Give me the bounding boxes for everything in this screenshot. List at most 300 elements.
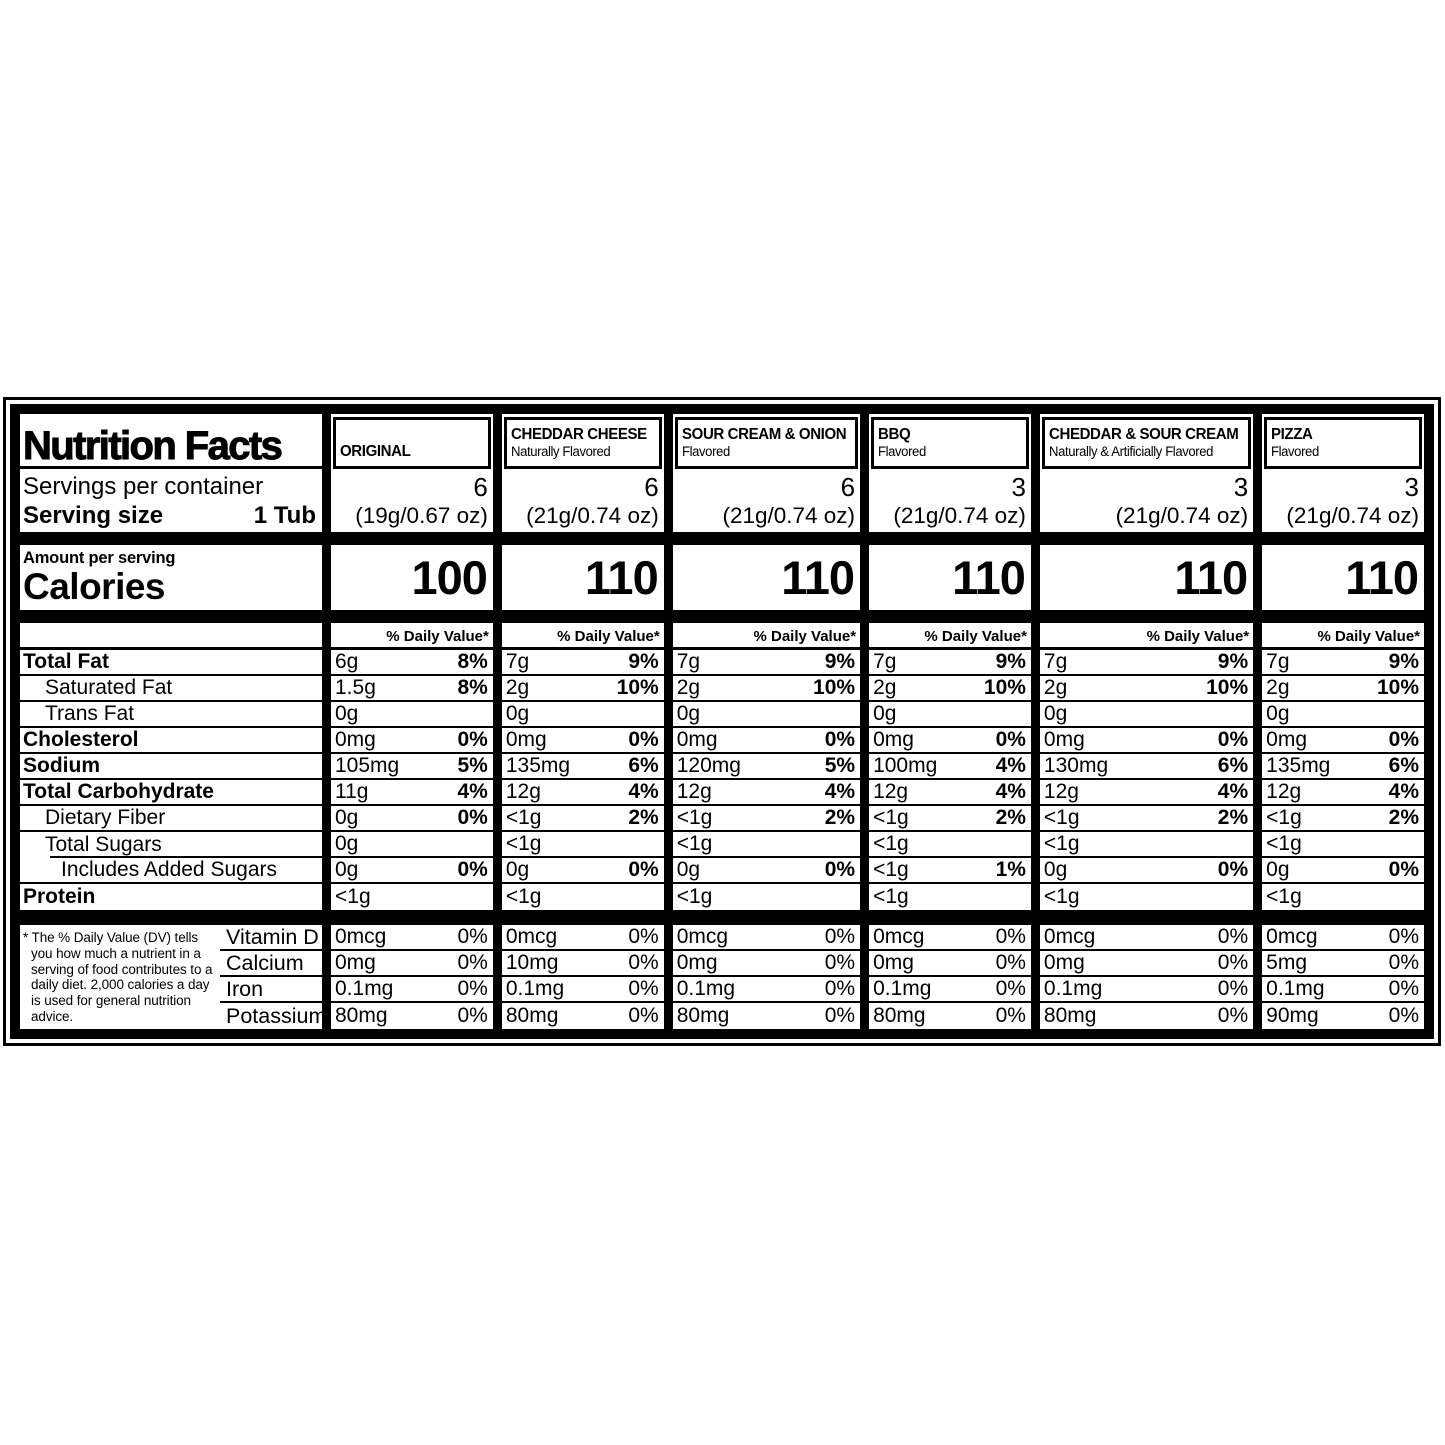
nutrient-label: Total Carbohydrate bbox=[23, 780, 214, 803]
nutrient-value-row bbox=[331, 884, 493, 910]
nutrient-value-row bbox=[673, 650, 860, 676]
vitamin-value-row bbox=[869, 1003, 1031, 1029]
flavor-header-box bbox=[675, 417, 858, 469]
nutrient-amount: <1g bbox=[676, 832, 713, 855]
nutrient-dv: 8% bbox=[457, 650, 488, 673]
vitamin-dv: 0% bbox=[1217, 1004, 1249, 1027]
nutrient-value-row bbox=[1040, 780, 1253, 806]
vitamin-amount: 90mg bbox=[1266, 1004, 1319, 1027]
nutrient-dv: 0% bbox=[1388, 728, 1420, 751]
flavor-subtitle: Naturally Flavored bbox=[510, 443, 611, 459]
nutrient-value-row bbox=[502, 754, 664, 780]
nutrient-amount: 2g bbox=[1266, 676, 1290, 699]
nutrient-amount: 7g bbox=[873, 650, 897, 673]
vitamin-dv: 0% bbox=[457, 977, 488, 1000]
nutrient-dv: 2% bbox=[1388, 806, 1420, 829]
vitamin-value-row bbox=[673, 1003, 860, 1029]
nutrient-value-row bbox=[869, 858, 1031, 884]
nutrient-dv: 0% bbox=[457, 728, 488, 751]
nutrient-dv: 0% bbox=[1388, 858, 1420, 881]
nutrient-amount: 0mg bbox=[1043, 728, 1085, 751]
nutrient-amount: 0g bbox=[1043, 858, 1068, 881]
vitamin-amount: 80mg bbox=[1043, 1004, 1097, 1027]
flavor-subtitle: Flavored bbox=[878, 443, 926, 459]
flavor-subtitle: Flavored bbox=[1271, 443, 1320, 459]
nutrient-amount: 7g bbox=[676, 650, 701, 673]
vitamin-dv: 0% bbox=[1217, 925, 1249, 948]
nutrition-facts-table bbox=[10, 404, 1434, 1039]
daily-value-header: % Daily Value* bbox=[673, 623, 860, 650]
daily-value-spacer bbox=[20, 623, 322, 650]
nutrient-value-row bbox=[331, 702, 493, 728]
nutrient-amount: 0mg bbox=[1266, 728, 1308, 751]
vitamin-value-row bbox=[673, 951, 860, 977]
nutrient-amount: <1g bbox=[1266, 806, 1302, 829]
nutrient-value-row bbox=[1040, 832, 1253, 858]
nutrient-amount: 2g bbox=[1043, 676, 1068, 699]
nutrient-dv: 10% bbox=[983, 676, 1026, 699]
nutrient-value-row bbox=[502, 780, 664, 806]
nutrient-value-row bbox=[869, 650, 1031, 676]
vitamin-values-cell bbox=[1040, 925, 1253, 1029]
nutrient-value-row bbox=[1262, 806, 1424, 832]
nutrient-amount: 7g bbox=[1266, 650, 1290, 673]
nutrient-value-row bbox=[331, 650, 493, 676]
section-divider-bar bbox=[502, 532, 664, 545]
vitamin-value-row bbox=[502, 977, 664, 1003]
nutrient-value-row bbox=[502, 806, 664, 832]
nutrient-dv: 4% bbox=[995, 780, 1026, 803]
servings-count: 3 bbox=[1404, 472, 1420, 502]
nutrient-value-row bbox=[1262, 676, 1424, 702]
flavor-header-cell bbox=[869, 414, 1031, 469]
nutrient-dv: 10% bbox=[1376, 676, 1420, 699]
nutrient-value-row bbox=[331, 806, 493, 832]
nutrient-amount: <1g bbox=[873, 885, 909, 908]
flavor-name: CHEDDAR & SOUR CREAM bbox=[1048, 425, 1239, 443]
nutrient-value-row bbox=[1040, 884, 1253, 910]
serving-size-line bbox=[23, 501, 316, 530]
nutrient-amount: 0mg bbox=[505, 728, 547, 751]
vitamin-value-row bbox=[502, 1003, 664, 1029]
section-divider-bar bbox=[331, 532, 493, 545]
daily-value-header: % Daily Value* bbox=[869, 623, 1031, 650]
nutrient-amount: 12g bbox=[505, 780, 541, 803]
vitamin-value-row bbox=[1262, 1003, 1424, 1029]
vitamin-amount: 80mg bbox=[335, 1004, 388, 1027]
nutrient-amount: 0mg bbox=[676, 728, 718, 751]
nutrient-amount: 120mg bbox=[676, 754, 741, 777]
vitamin-value-row bbox=[1040, 951, 1253, 977]
nutrient-value-row bbox=[673, 728, 860, 754]
nutrient-dv: 4% bbox=[628, 780, 659, 803]
vitamin-amount: 0mcg bbox=[873, 925, 925, 948]
nutrient-amount: 6g bbox=[335, 650, 359, 673]
nutrient-dv: 4% bbox=[457, 780, 488, 803]
section-divider-bar bbox=[20, 910, 322, 925]
nutrient-label-row bbox=[20, 806, 322, 832]
vitamin-dv: 0% bbox=[824, 977, 856, 1000]
vitamin-dv: 0% bbox=[1388, 925, 1420, 948]
serving-size-label: Serving size bbox=[23, 502, 164, 529]
calories-value: 110 bbox=[1174, 551, 1248, 604]
vitamin-dv: 0% bbox=[628, 1004, 659, 1027]
nutrient-value-row bbox=[673, 832, 860, 858]
nutrient-value-row bbox=[502, 858, 664, 884]
flavor-header-box bbox=[333, 417, 491, 469]
nutrient-value-row bbox=[1262, 702, 1424, 728]
nutrient-label: Dietary Fiber bbox=[45, 806, 166, 829]
vitamin-value-row bbox=[331, 977, 493, 1003]
nutrient-amount: <1g bbox=[676, 806, 713, 829]
section-divider-bar bbox=[20, 610, 322, 623]
nutrient-dv: 2% bbox=[1217, 806, 1249, 829]
nutrient-value-row bbox=[1262, 884, 1424, 910]
flavor-name: BBQ bbox=[878, 425, 911, 443]
nutrient-dv: 0% bbox=[995, 728, 1026, 751]
vitamin-amount: 0.1mg bbox=[1043, 977, 1103, 1000]
nutrient-dv: 0% bbox=[1217, 728, 1249, 751]
calories-value-cell bbox=[1040, 545, 1253, 610]
section-divider-bar bbox=[1040, 910, 1253, 925]
calories-value: 110 bbox=[584, 551, 658, 604]
nutrient-dv: 10% bbox=[616, 676, 659, 699]
vitamin-amount: 80mg bbox=[873, 1004, 926, 1027]
section-divider-bar bbox=[331, 910, 493, 925]
nutrient-amount: 12g bbox=[1043, 780, 1079, 803]
nutrient-amount: 0g bbox=[335, 806, 359, 829]
nutrient-amount: <1g bbox=[873, 858, 909, 881]
flavor-subtitle: Naturally & Artificially Flavored bbox=[1048, 443, 1213, 459]
flavor-subtitle: Flavored bbox=[681, 443, 730, 459]
section-divider-bar bbox=[1040, 610, 1253, 623]
nutrient-value-row bbox=[673, 702, 860, 728]
nutrient-amount: 0g bbox=[676, 702, 701, 725]
nutrient-amount: 0g bbox=[335, 858, 359, 881]
nutrient-dv: 9% bbox=[824, 650, 856, 673]
nutrient-dv: 6% bbox=[628, 754, 659, 777]
vitamin-amount: 0mcg bbox=[335, 925, 387, 948]
nutrient-amount: <1g bbox=[1266, 832, 1302, 855]
nutrient-value-row bbox=[1040, 754, 1253, 780]
page-title: Nutrition Facts bbox=[23, 424, 282, 468]
vitamin-amount: 10mg bbox=[505, 951, 559, 974]
nutrient-dv: 9% bbox=[1388, 650, 1420, 673]
vitamin-label-row: Calcium bbox=[220, 951, 322, 977]
nutrient-amount: 12g bbox=[1266, 780, 1302, 803]
flavor-header-box bbox=[871, 417, 1029, 469]
flavor-header-cell bbox=[673, 414, 860, 469]
calories-value: 100 bbox=[411, 551, 487, 604]
nutrient-value-row bbox=[502, 702, 664, 728]
nutrient-amount: 0g bbox=[505, 702, 530, 725]
nutrient-amount: <1g bbox=[873, 832, 909, 855]
vitamin-value-row bbox=[331, 1003, 493, 1029]
nutrient-amount: 0g bbox=[1266, 858, 1290, 881]
nutrient-amount: 12g bbox=[873, 780, 909, 803]
nutrient-amount: 7g bbox=[1043, 650, 1068, 673]
vitamin-value-row bbox=[1262, 977, 1424, 1003]
nutrient-label-row bbox=[20, 754, 322, 780]
calories-value: 110 bbox=[781, 551, 855, 604]
nutrient-value-row bbox=[502, 832, 664, 858]
section-divider-bar bbox=[1262, 910, 1424, 925]
nutrient-amount: <1g bbox=[1043, 832, 1080, 855]
nutrient-amount: <1g bbox=[335, 885, 371, 908]
section-divider-bar bbox=[673, 532, 860, 545]
nutrient-value-row bbox=[502, 728, 664, 754]
nutrient-value-row bbox=[331, 832, 493, 858]
label-outer-frame bbox=[3, 397, 1441, 1046]
vitamin-values-cell bbox=[502, 925, 664, 1029]
nutrient-amount: 2g bbox=[676, 676, 701, 699]
section-divider-bar bbox=[502, 610, 664, 623]
nutrient-label: Cholesterol bbox=[23, 728, 139, 751]
flavor-header-cell bbox=[1040, 414, 1253, 469]
nutrient-value-row bbox=[331, 754, 493, 780]
nutrient-label-row bbox=[20, 650, 322, 676]
nutrient-value-row bbox=[331, 780, 493, 806]
nutrient-dv: 6% bbox=[1388, 754, 1420, 777]
nutrient-dv: 0% bbox=[457, 806, 488, 829]
nutrient-amount: 0g bbox=[1043, 702, 1068, 725]
nutrient-value-row bbox=[502, 884, 664, 910]
nutrient-label-row bbox=[20, 884, 322, 910]
nutrient-dv: 2% bbox=[824, 806, 856, 829]
vitamin-value-row bbox=[869, 951, 1031, 977]
vitamin-dv: 0% bbox=[1388, 1004, 1420, 1027]
vitamin-labels bbox=[220, 924, 327, 1029]
section-divider-bar bbox=[869, 910, 1031, 925]
vitamin-value-row bbox=[673, 925, 860, 951]
nutrient-amount: <1g bbox=[676, 885, 713, 908]
nutrient-dv: 8% bbox=[457, 676, 488, 699]
flavor-name: ORIGINAL bbox=[340, 443, 411, 460]
flavor-header-box bbox=[1042, 417, 1251, 469]
vitamin-dv: 0% bbox=[1388, 977, 1420, 1000]
nutrient-label: Protein bbox=[23, 885, 96, 908]
vitamin-value-row bbox=[673, 977, 860, 1003]
serving-values-cell bbox=[502, 469, 664, 532]
nutrient-value-row bbox=[673, 780, 860, 806]
section-divider-bar bbox=[1262, 532, 1424, 545]
vitamin-amount: 0mg bbox=[676, 951, 718, 974]
vitamin-value-row bbox=[1040, 977, 1253, 1003]
nutrient-value-row bbox=[673, 858, 860, 884]
serving-weight: (21g/0.74 oz) bbox=[1286, 503, 1420, 528]
vitamin-values-cell bbox=[869, 925, 1031, 1029]
nutrient-value-row bbox=[1040, 858, 1253, 884]
nutrient-label: Total Sugars bbox=[45, 833, 162, 856]
nutrient-value-row bbox=[1040, 806, 1253, 832]
section-divider-bar bbox=[1262, 610, 1424, 623]
vitamin-dv: 0% bbox=[995, 925, 1026, 948]
vitamin-dv: 0% bbox=[628, 951, 659, 974]
nutrient-value-row bbox=[1262, 754, 1424, 780]
calories-value: 110 bbox=[1345, 551, 1419, 604]
nutrient-value-row bbox=[1040, 728, 1253, 754]
vitamin-amount: 5mg bbox=[1266, 951, 1308, 974]
vitamin-amount: 0.1mg bbox=[676, 977, 736, 1000]
nutrient-amount: 2g bbox=[873, 676, 897, 699]
vitamin-amount: 0mcg bbox=[505, 925, 558, 948]
nutrient-dv: 6% bbox=[1217, 754, 1249, 777]
nutrient-dv: 4% bbox=[995, 754, 1026, 777]
nutrient-value-row bbox=[1262, 858, 1424, 884]
vitamin-dv: 0% bbox=[995, 951, 1026, 974]
nutrient-value-row bbox=[869, 780, 1031, 806]
nutrient-value-row bbox=[869, 754, 1031, 780]
vitamin-amount: 0.1mg bbox=[1266, 977, 1325, 1000]
nutrient-amount: <1g bbox=[505, 832, 542, 855]
vitamin-dv: 0% bbox=[628, 925, 659, 948]
nutrient-amount: 100mg bbox=[873, 754, 938, 777]
nutrient-amount: 0mg bbox=[335, 728, 376, 751]
nutrient-value-row bbox=[673, 676, 860, 702]
nutrient-amount: <1g bbox=[1043, 885, 1080, 908]
vitamin-dv: 0% bbox=[1388, 951, 1420, 974]
nutrient-label-row bbox=[20, 832, 322, 858]
nutrient-amount: 0g bbox=[505, 858, 530, 881]
vitamin-amount: 0mg bbox=[335, 951, 376, 974]
serving-values-cell bbox=[1262, 469, 1424, 532]
vitamin-amount: 0mcg bbox=[1266, 925, 1318, 948]
vitamin-dv: 0% bbox=[628, 977, 659, 1000]
calories-value-cell bbox=[331, 545, 493, 610]
nutrient-dv: 9% bbox=[995, 650, 1026, 673]
serving-weight: (21g/0.74 oz) bbox=[526, 503, 659, 528]
nutrient-value-row bbox=[673, 754, 860, 780]
section-divider-bar bbox=[673, 610, 860, 623]
calories-value: 110 bbox=[952, 551, 1025, 604]
nutrient-amount: <1g bbox=[1266, 885, 1302, 908]
vitamin-label-row: Potassium bbox=[226, 1003, 327, 1028]
vitamin-value-row bbox=[869, 977, 1031, 1003]
nutrient-value-row bbox=[869, 702, 1031, 728]
amount-per-serving-label: Amount per serving bbox=[23, 549, 176, 567]
vitamin-value-row bbox=[331, 925, 493, 951]
section-divider-bar bbox=[673, 910, 860, 925]
flavor-header-cell bbox=[502, 414, 664, 469]
vitamin-dv: 0% bbox=[457, 925, 488, 948]
nutrient-amount: 135mg bbox=[505, 754, 571, 777]
calories-value-cell bbox=[673, 545, 860, 610]
servings-count: 6 bbox=[644, 472, 659, 502]
serving-info-cell bbox=[20, 469, 322, 532]
section-divider-bar bbox=[20, 532, 322, 545]
vitamin-amount: 80mg bbox=[676, 1004, 730, 1027]
flavor-column bbox=[493, 414, 664, 1029]
title-cell bbox=[20, 414, 322, 469]
nutrient-amount: 135mg bbox=[1266, 754, 1331, 777]
nutrient-dv: 0% bbox=[457, 858, 488, 881]
nutrient-label-row bbox=[20, 702, 322, 728]
serving-weight: (21g/0.74 oz) bbox=[893, 503, 1026, 528]
nutrient-label: Includes Added Sugars bbox=[61, 858, 277, 881]
nutrient-dv: 1% bbox=[995, 858, 1026, 881]
vitamin-values-cell bbox=[1262, 925, 1424, 1029]
nutrient-value-row bbox=[869, 728, 1031, 754]
vitamin-value-row bbox=[869, 925, 1031, 951]
vitamin-amount: 0.1mg bbox=[873, 977, 932, 1000]
nutrient-value-row bbox=[1040, 650, 1253, 676]
vitamin-dv: 0% bbox=[824, 925, 856, 948]
section-divider-bar bbox=[869, 610, 1031, 623]
nutrient-dv: 10% bbox=[1206, 676, 1249, 699]
nutrient-dv: 9% bbox=[1217, 650, 1249, 673]
nutrient-dv: 5% bbox=[457, 754, 488, 777]
nutrient-amount: <1g bbox=[505, 806, 542, 829]
vitamin-values-cell bbox=[673, 925, 860, 1029]
daily-value-header: % Daily Value* bbox=[1040, 623, 1253, 650]
flavor-column bbox=[1031, 414, 1253, 1029]
vitamin-amount: 0.1mg bbox=[505, 977, 565, 1000]
nutrient-label-row bbox=[20, 858, 322, 884]
nutrient-value-row bbox=[673, 884, 860, 910]
serving-weight: (19g/0.67 oz) bbox=[355, 503, 488, 528]
section-divider-bar bbox=[331, 610, 493, 623]
vitamin-amount: 0mcg bbox=[676, 925, 729, 948]
calories-label: Calories bbox=[23, 566, 166, 607]
nutrient-value-row bbox=[1040, 702, 1253, 728]
vitamin-amount: 0mg bbox=[873, 951, 914, 974]
nutrient-value-row bbox=[331, 676, 493, 702]
serving-values-cell bbox=[673, 469, 860, 532]
daily-value-header: % Daily Value* bbox=[331, 623, 493, 650]
calories-value-cell bbox=[1262, 545, 1424, 610]
nutrient-amount: <1g bbox=[505, 885, 542, 908]
flavor-header-box bbox=[504, 417, 662, 469]
nutrient-dv: 2% bbox=[628, 806, 659, 829]
flavor-column bbox=[1253, 414, 1424, 1029]
daily-value-header: % Daily Value* bbox=[1262, 623, 1424, 650]
servings-per-container-label: Servings per container bbox=[23, 473, 264, 500]
vitamin-amount: 0mcg bbox=[1043, 925, 1096, 948]
flavor-header-cell bbox=[1262, 414, 1424, 469]
vitamin-values-cell bbox=[331, 925, 493, 1029]
vitamin-label-row: Iron bbox=[220, 977, 322, 1003]
nutrient-amount: 105mg bbox=[335, 754, 400, 777]
nutrient-amount: 11g bbox=[335, 780, 369, 803]
nutrient-amount: <1g bbox=[873, 806, 909, 829]
nutrient-value-row bbox=[1262, 728, 1424, 754]
nutrient-dv: 0% bbox=[1217, 858, 1249, 881]
nutrient-value-row bbox=[331, 728, 493, 754]
nutrient-amount: 1.5g bbox=[335, 676, 376, 699]
label-column bbox=[20, 414, 327, 1029]
servings-count: 6 bbox=[840, 472, 856, 502]
flavor-header-box bbox=[1264, 417, 1422, 469]
nutrient-amount: 0g bbox=[335, 832, 359, 855]
nutrient-value-row bbox=[1040, 676, 1253, 702]
nutrient-dv: 2% bbox=[995, 806, 1026, 829]
nutrient-amount: 2g bbox=[505, 676, 530, 699]
vitamin-dv: 0% bbox=[995, 977, 1026, 1000]
nutrient-amount: 12g bbox=[676, 780, 712, 803]
flavor-name: PIZZA bbox=[1271, 425, 1313, 443]
calories-value-cell bbox=[502, 545, 664, 610]
nutrient-amount: 0mg bbox=[873, 728, 914, 751]
nutrient-amount: 0g bbox=[1266, 702, 1290, 725]
nutrient-dv: 5% bbox=[824, 754, 856, 777]
serving-values-cell bbox=[331, 469, 493, 532]
footnote-and-vitamins-cell bbox=[20, 924, 327, 1029]
vitamin-amount: 0mg bbox=[1043, 951, 1085, 974]
calories-label-cell bbox=[20, 545, 322, 610]
nutrient-dv: 0% bbox=[628, 728, 659, 751]
nutrient-label-row bbox=[20, 676, 322, 702]
flavor-column bbox=[860, 414, 1031, 1029]
